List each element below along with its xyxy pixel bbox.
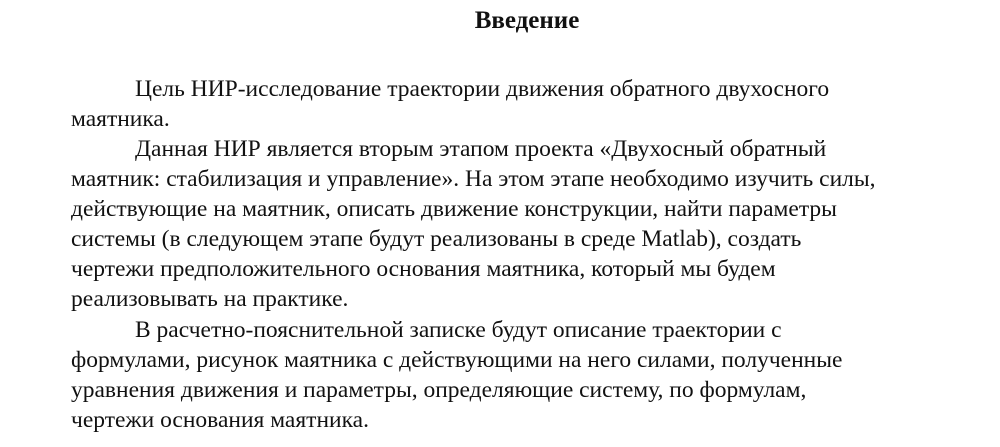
text-line: маятника. (71, 106, 170, 132)
page-title: Введение (474, 7, 580, 34)
text-line: чертежи предположительного основания маятника, который мы будем (71, 256, 776, 282)
text-line: Данная НИР является вторым этапом проекта «Двухосный обратный (135, 136, 827, 162)
text-line: формулами, рисунок маятника с действующими на него силами, полученные (71, 347, 843, 373)
text-line: уравнения движения и параметры, определяющие систему, по формулам, (71, 377, 807, 403)
text-line: реализовывать на практике. (71, 286, 349, 312)
text-line: маятник: стабилизация и управление». На этом этапе необходимо изучить силы, (71, 166, 876, 192)
text-line: действующие на маятник, описать движение конструкции, найти параметры (71, 196, 837, 222)
text-line: системы (в следующем этапе будут реализованы в среде Matlab), создать (71, 226, 802, 252)
text-line: В расчетно-пояснительной записке будут описание траектории с (135, 317, 782, 343)
text-line: Цель НИР-исследование траектории движения обратного двухосного (135, 76, 830, 102)
text-line: чертежи основания маятника. (71, 407, 369, 433)
